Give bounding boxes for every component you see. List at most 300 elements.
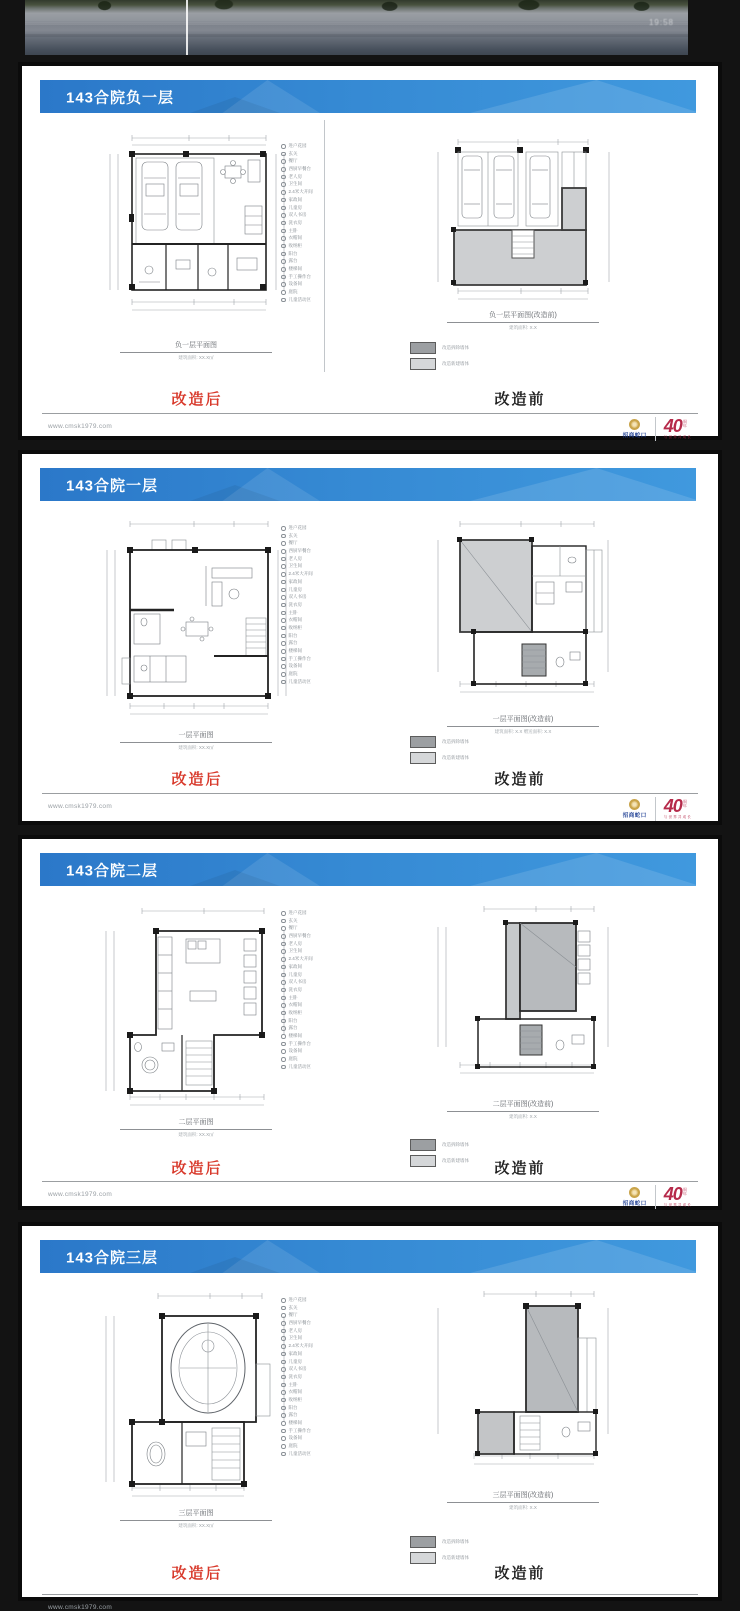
- brand-logos: [623, 417, 692, 441]
- legend-number-icon: [281, 680, 286, 685]
- legend-item-label: 2.4米大开间: [288, 956, 313, 962]
- legend-number-icon: [281, 1413, 286, 1418]
- legend-item-label: 老人房: [288, 1327, 302, 1333]
- car-icon: [530, 156, 550, 218]
- cmsk-logo-text: 招商蛇口: [622, 813, 647, 819]
- legend-item: [281, 926, 377, 931]
- footer-url: www.cmsk1979.com: [48, 1191, 113, 1198]
- legend-item-label: 衣帽间: [288, 235, 302, 241]
- wall-swatch-label: 改造新建墙体: [442, 755, 469, 760]
- legend-item-label: 衣帽间: [288, 617, 302, 623]
- legend-item: [281, 267, 377, 272]
- legend-number-icon: [281, 221, 286, 226]
- legend-number-icon: [281, 267, 286, 272]
- after-floor-plan: [94, 122, 299, 334]
- legend-number-icon: [281, 275, 286, 280]
- legend-number-icon: [281, 1306, 286, 1311]
- legend-item: [281, 1413, 377, 1418]
- legend-item: [281, 526, 377, 531]
- wall-swatch-label: 改造拆除墙体: [442, 1142, 469, 1147]
- room-legend: [281, 911, 377, 1072]
- legend-item: [281, 657, 377, 662]
- legend-number-icon: [281, 595, 286, 600]
- legend-number-icon: [281, 580, 286, 585]
- slide-header-bar: [40, 1240, 696, 1273]
- legend-item: [281, 159, 377, 164]
- legend-item-label: 主卧: [288, 609, 298, 615]
- legend-item-label: 进户花园: [288, 910, 307, 915]
- anniversary-zhou: 周 年: [682, 799, 687, 809]
- legend-item-label: 家政间: [288, 1350, 302, 1356]
- legend-item: [281, 1398, 377, 1403]
- anniversary-slogan: 与世界共成长: [663, 815, 692, 819]
- legend-item: [281, 942, 377, 947]
- legend-item-label: 西厨早餐台: [288, 548, 311, 554]
- legend-item-label: 设备间: [288, 1435, 302, 1441]
- footer-divider: [42, 413, 698, 414]
- legend-item-label: 阳台: [288, 1404, 298, 1410]
- wall-swatch-icon: [410, 1536, 436, 1548]
- dining-set: [220, 160, 260, 184]
- after-label: 改造后: [171, 771, 223, 788]
- bath-fixtures: [562, 1422, 590, 1437]
- footer-url: www.cmsk1979.com: [48, 1604, 113, 1611]
- legend-item-label: 露台: [288, 258, 298, 264]
- legend-number-icon: [281, 1421, 286, 1426]
- legend-number-icon: [281, 1329, 286, 1334]
- legend-item: [281, 626, 377, 631]
- legend-number-icon: [281, 213, 286, 218]
- before-floor-plan: [426, 130, 621, 304]
- legend-number-icon: [281, 618, 286, 623]
- legend-item: [281, 911, 377, 916]
- before-label: 改造前: [494, 1565, 546, 1582]
- legend-item: [281, 1026, 377, 1031]
- legend-number-icon: [281, 911, 286, 916]
- legend-number-icon: [281, 236, 286, 241]
- legend-item: [281, 580, 377, 585]
- legend-number-icon: [281, 626, 286, 631]
- plan-caption: 三层平面图(改造前): [447, 1490, 599, 1503]
- wall-legend-row: [410, 1536, 550, 1548]
- wall-legend-row: [410, 1139, 550, 1151]
- legend-number-icon: [281, 557, 286, 562]
- legend-item: [281, 588, 377, 593]
- stairs: [246, 618, 266, 656]
- legend-item: [281, 541, 377, 546]
- wall-swatch-label: 改造拆除墙体: [442, 345, 469, 350]
- wall-swatch-label: 改造新建墙体: [442, 1158, 469, 1163]
- kitchen-counters: [134, 656, 186, 682]
- legend-item: [281, 236, 377, 241]
- unrenovated-area: [562, 188, 586, 230]
- legend-number-icon: [281, 1390, 286, 1395]
- legend-number-icon: [281, 152, 286, 157]
- legend-number-icon: [281, 1344, 286, 1349]
- legend-item: [281, 1019, 377, 1024]
- cmsk-emblem-icon: [629, 1187, 640, 1198]
- legend-item-label: 庭院: [288, 1443, 298, 1449]
- anniversary-slogan: 与世界共成长: [663, 1203, 692, 1207]
- cmsk-logo-text: 招商蛇口: [622, 433, 647, 439]
- closet-cells: [578, 931, 590, 984]
- car-icon: [176, 162, 202, 230]
- before-plan-column: [420, 897, 626, 1120]
- before-plan-column: [420, 512, 626, 735]
- legend-number-icon: [281, 919, 286, 924]
- water-edge: [25, 34, 688, 37]
- wall-swatch-icon: [410, 752, 436, 764]
- legend-item-label: 阳台: [288, 632, 298, 638]
- legend-item: [281, 980, 377, 985]
- legend-item: [281, 1429, 377, 1434]
- after-label: 改造后: [171, 1160, 223, 1177]
- logo-divider: [655, 417, 656, 441]
- legend-item-label: 进户花园: [288, 1297, 307, 1302]
- legend-item-label: 老人房: [288, 555, 302, 561]
- legend-item-label: 庭院: [288, 289, 298, 295]
- before-plan-column: [420, 130, 626, 331]
- legend-item-label: 卫生间: [288, 1335, 302, 1341]
- legend-item-label: 楼梯间: [288, 1033, 302, 1038]
- legend-item: [281, 1042, 377, 1047]
- legend-item: [281, 641, 377, 646]
- legend-item: [281, 252, 377, 257]
- wall-swatch-icon: [410, 342, 436, 354]
- legend-number-icon: [281, 541, 286, 546]
- legend-item-label: 卫生间: [288, 181, 302, 187]
- logo-divider: [655, 1185, 656, 1209]
- legend-number-icon: [281, 206, 286, 211]
- legend-item-label: 家政间: [288, 963, 302, 969]
- stairs: [520, 1025, 542, 1055]
- plan-area-text: 建筑面积: XX.X㎡: [178, 1522, 214, 1528]
- legend-item-label: 阳台: [288, 1017, 298, 1023]
- plan-area-text: 建筑面积: XX.X㎡: [178, 354, 214, 360]
- legend-item: [281, 1298, 377, 1303]
- legend-item: [281, 221, 377, 226]
- legend-item: [281, 1383, 377, 1388]
- legend-item-label: 手工操作台: [288, 273, 311, 279]
- legend-item: [281, 229, 377, 234]
- lower-rooms: [514, 1412, 596, 1454]
- legend-item-label: 儿童活动区: [288, 678, 311, 684]
- legend-number-icon: [281, 1042, 286, 1047]
- legend-item-label: 餐厅: [288, 158, 298, 164]
- slide-second-floor: [18, 835, 722, 1210]
- legend-item-label: 手工操作台: [288, 1040, 311, 1046]
- legend-number-icon: [281, 664, 286, 669]
- slide-basement: [18, 62, 722, 440]
- legend-number-icon: [281, 1298, 286, 1303]
- legend-number-icon: [281, 926, 286, 931]
- plan-area-text: 建筑面积: XX.X㎡: [178, 744, 214, 750]
- unrenovated-room: [478, 1412, 514, 1454]
- after-label: 改造后: [171, 391, 223, 408]
- legend-number-icon: [281, 996, 286, 1001]
- legend-number-icon: [281, 259, 286, 264]
- legend-item: [281, 611, 377, 616]
- legend-number-icon: [281, 282, 286, 287]
- legend-item: [281, 1367, 377, 1372]
- legend-number-icon: [281, 1026, 286, 1031]
- legend-number-icon: [281, 182, 286, 187]
- legend-number-icon: [281, 1429, 286, 1434]
- room-legend: [281, 144, 377, 305]
- bath-fixtures: [556, 1035, 584, 1050]
- slide-title: 143合院一层: [66, 477, 159, 494]
- legend-item: [281, 618, 377, 623]
- legend-item-label: 洗衣房: [288, 601, 302, 607]
- legend-item: [281, 1452, 377, 1457]
- cmsk-logo: [623, 799, 647, 819]
- legend-item-label: 双人书房: [288, 1366, 307, 1372]
- cmsk-logo: [623, 1187, 647, 1207]
- footer-url: www.cmsk1979.com: [48, 423, 113, 430]
- cmsk-logo-text: 招商蛇口: [622, 1201, 647, 1207]
- anniversary-number: 40: [663, 1184, 682, 1204]
- legend-item-label: 西厨早餐台: [288, 933, 311, 939]
- unrenovated-strip: [506, 923, 520, 1019]
- legend-item-label: 儿童活动区: [288, 1063, 311, 1069]
- legend-number-icon: [281, 1336, 286, 1341]
- legend-number-icon: [281, 572, 286, 577]
- after-floor-plan: [94, 895, 299, 1111]
- header-deco-triangle: [470, 80, 700, 113]
- wall-swatch-label: 改造拆除墙体: [442, 1539, 469, 1544]
- legend-item: [281, 1313, 377, 1318]
- legend-item: [281, 298, 377, 303]
- legend-item-label: 西厨早餐台: [288, 166, 311, 172]
- legend-item-label: 儿童房: [288, 1358, 302, 1364]
- legend-item: [281, 595, 377, 600]
- legend-item: [281, 175, 377, 180]
- legend-number-icon: [281, 564, 286, 569]
- legend-item-label: 玄关: [288, 1304, 298, 1310]
- legend-item-label: 儿童房: [288, 586, 302, 592]
- legend-item-label: 进户花园: [288, 525, 307, 530]
- legend-number-icon: [281, 244, 286, 249]
- legend-number-icon: [281, 949, 286, 954]
- plan-caption: 一层平面图(改造前): [447, 714, 599, 727]
- unrenovated-area: [520, 923, 576, 1011]
- brand-logos: [623, 797, 692, 821]
- legend-number-icon: [281, 942, 286, 947]
- room-legend: [281, 526, 377, 687]
- legend-item-label: 阳台: [288, 250, 298, 256]
- legend-item: [281, 680, 377, 685]
- legend-item-label: 收纳柜: [288, 1009, 302, 1015]
- legend-number-icon: [281, 934, 286, 939]
- slide-header-bar: [40, 853, 696, 886]
- wall-legend-row: [410, 342, 550, 354]
- wall-legend-row: [410, 736, 550, 748]
- wall-legend-row: [410, 752, 550, 764]
- anniversary-logo: [664, 798, 692, 820]
- legend-number-icon: [281, 526, 286, 531]
- legend-item-label: 手工操作台: [288, 655, 311, 661]
- anniversary-logo: [664, 418, 692, 440]
- before-label: 改造前: [494, 1160, 546, 1177]
- legend-item-label: 餐厅: [288, 925, 298, 931]
- slide-header-bar: [40, 80, 696, 113]
- legend-number-icon: [281, 649, 286, 654]
- legend-item-label: 洗衣房: [288, 986, 302, 992]
- oval-feature: [171, 1323, 245, 1413]
- legend-number-icon: [281, 973, 286, 978]
- before-floor-plan: [426, 897, 621, 1093]
- plan-caption: 负一层平面图(改造前): [447, 310, 599, 323]
- plan-area-text: 建筑面积: X.X: [509, 1113, 537, 1119]
- stairs: [520, 1416, 540, 1450]
- after-plan-column: [90, 122, 302, 361]
- wall-swatch-label: 改造拆除墙体: [442, 739, 469, 744]
- top-photo-banner: [25, 0, 688, 55]
- legend-item-label: 进户花园: [288, 143, 307, 148]
- legend-item: [281, 1406, 377, 1411]
- legend-item: [281, 1034, 377, 1039]
- legend-item: [281, 1360, 377, 1365]
- legend-item-label: 2.4米大开间: [288, 189, 313, 195]
- bath-fixtures: [556, 652, 580, 667]
- legend-item-label: 设备间: [288, 281, 302, 287]
- legend-item-label: 主卧: [288, 994, 298, 1000]
- legend-item-label: 儿童活动区: [288, 296, 311, 302]
- bath-fixtures: [134, 614, 160, 644]
- legend-item: [281, 1049, 377, 1054]
- plan-area-text: 建筑面积: X.X 赠送面积: X.X: [494, 728, 552, 734]
- legend-item-label: 楼梯间: [288, 266, 302, 271]
- legend-item-label: 玄关: [288, 532, 298, 538]
- header-deco-triangle: [470, 468, 700, 501]
- anniversary-slogan: 与世界共成长: [663, 435, 692, 439]
- legend-number-icon: [281, 1057, 286, 1062]
- slide-title: 143合院三层: [66, 1249, 159, 1266]
- legend-item: [281, 213, 377, 218]
- legend-item: [281, 634, 377, 639]
- cmsk-logo: [623, 419, 647, 439]
- legend-item: [281, 1321, 377, 1326]
- logo-divider: [655, 797, 656, 821]
- stairs: [512, 230, 534, 258]
- legend-item-label: 餐厅: [288, 1312, 298, 1318]
- legend-number-icon: [281, 298, 286, 303]
- legend-item: [281, 996, 377, 1001]
- anniversary-logo: [664, 1186, 692, 1208]
- legend-item-label: 双人书房: [288, 594, 307, 600]
- dimension-lines: [106, 908, 284, 1105]
- bench: [190, 991, 216, 1001]
- wall-swatch-icon: [410, 736, 436, 748]
- legend-item-label: 衣帽间: [288, 1389, 302, 1395]
- legend-item-label: 楼梯间: [288, 1420, 302, 1425]
- plan-caption: 三层平面图: [120, 1508, 272, 1521]
- legend-item-label: 庭院: [288, 1056, 298, 1062]
- legend-item-label: 设备间: [288, 663, 302, 669]
- legend-item: [281, 572, 377, 577]
- legend-item: [281, 1306, 377, 1311]
- legend-item: [281, 1352, 377, 1357]
- legend-item: [281, 282, 377, 287]
- legend-item: [281, 244, 377, 249]
- stairs: [186, 1041, 212, 1085]
- legend-item: [281, 957, 377, 962]
- plan-caption: 一层平面图: [120, 730, 272, 743]
- legend-number-icon: [281, 290, 286, 295]
- legend-number-icon: [281, 198, 286, 203]
- bed: [186, 939, 220, 963]
- legend-item: [281, 564, 377, 569]
- header-deco-triangle: [470, 1240, 700, 1273]
- legend-item-label: 西厨早餐台: [288, 1320, 311, 1326]
- plan-area-text: 建筑面积: X.X: [509, 324, 537, 330]
- wall-swatch-label: 改造新建墙体: [442, 361, 469, 366]
- legend-item: [281, 1390, 377, 1395]
- anniversary-zhou: 周 年: [682, 1187, 687, 1197]
- legend-number-icon: [281, 1019, 286, 1024]
- legend-number-icon: [281, 1065, 286, 1070]
- legend-item: [281, 649, 377, 654]
- legend-item: [281, 965, 377, 970]
- legend-number-icon: [281, 1049, 286, 1054]
- legend-item: [281, 672, 377, 677]
- legend-item-label: 卫生间: [288, 948, 302, 954]
- legend-item-label: 露台: [288, 1025, 298, 1031]
- bay-window: [122, 658, 130, 684]
- plan-area-text: 建筑面积: X.X: [509, 1504, 537, 1510]
- before-label: 改造前: [494, 771, 546, 788]
- legend-item: [281, 1444, 377, 1449]
- legend-item: [281, 603, 377, 608]
- plan-caption: 二层平面图(改造前): [447, 1099, 599, 1112]
- car-icon: [142, 162, 168, 230]
- legend-item-label: 2.4米大开间: [288, 1343, 313, 1349]
- legend-item: [281, 549, 377, 554]
- legend-number-icon: [281, 1383, 286, 1388]
- legend-item-label: 收纳柜: [288, 1396, 302, 1402]
- bath-fixtures: [536, 557, 582, 604]
- legend-item: [281, 190, 377, 195]
- legend-item-label: 主卧: [288, 227, 298, 233]
- before-label: 改造前: [494, 391, 546, 408]
- wall-legend-row: [410, 358, 550, 370]
- after-plan-column: [90, 510, 302, 751]
- legend-number-icon: [281, 657, 286, 662]
- legend-number-icon: [281, 167, 286, 172]
- legend-item: [281, 934, 377, 939]
- legend-item: [281, 275, 377, 280]
- legend-item-label: 庭院: [288, 671, 298, 677]
- plan-caption: 二层平面图: [120, 1117, 272, 1130]
- legend-number-icon: [281, 1406, 286, 1411]
- legend-number-icon: [281, 1352, 286, 1357]
- legend-item-label: 儿童活动区: [288, 1450, 311, 1456]
- slide-title: 143合院二层: [66, 862, 159, 879]
- legend-item-label: 双人书房: [288, 979, 307, 985]
- legend-number-icon: [281, 980, 286, 985]
- plan-caption: 负一层平面图: [120, 340, 272, 353]
- legend-item: [281, 988, 377, 993]
- car-icon: [494, 156, 514, 218]
- legend-number-icon: [281, 144, 286, 149]
- legend-number-icon: [281, 1313, 286, 1318]
- legend-item-label: 老人房: [288, 940, 302, 946]
- legend-item-label: 洗衣房: [288, 1373, 302, 1379]
- footer-divider: [42, 793, 698, 794]
- anniversary-number: 40: [663, 796, 682, 816]
- wall-swatch-icon: [410, 1139, 436, 1151]
- legend-item: [281, 664, 377, 669]
